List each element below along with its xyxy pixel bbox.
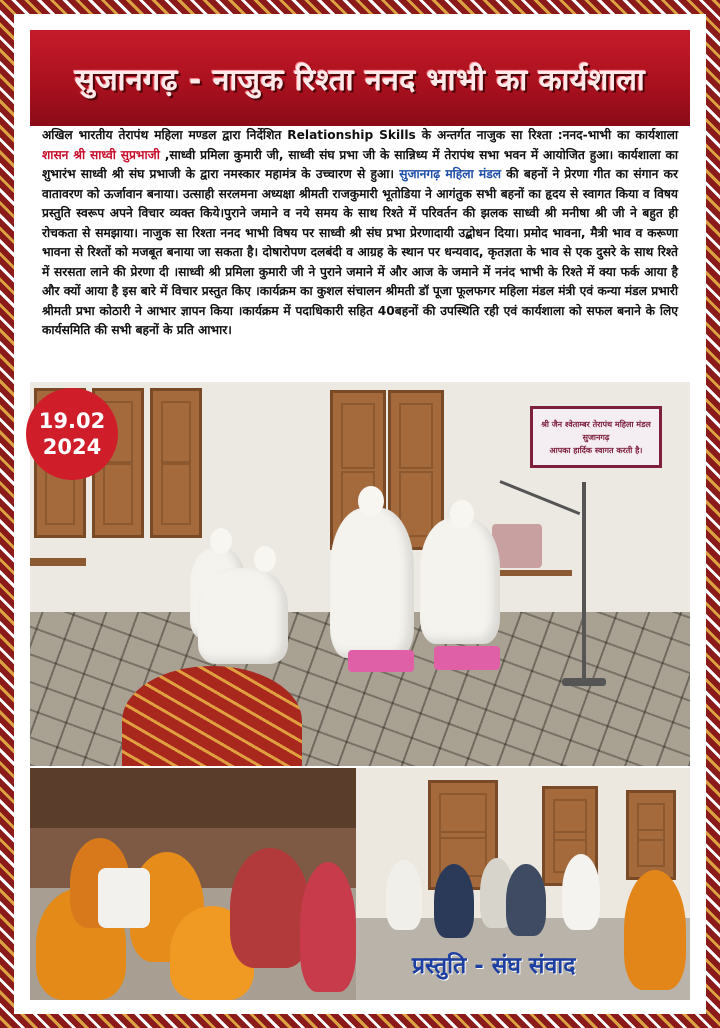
sadhvi-head <box>210 528 232 554</box>
audience-member <box>562 854 600 930</box>
audience-member <box>230 848 310 968</box>
article-text-3: की बहनों ने प्रेरणा गीत का संगान कर वातावरण को ऊर्जावान बनाया। उत्साही सरलमना अध्यक्षा श्रीमती राजकुमारी भूतोडिया ने आगंतुक सभी बहनों का हृदय से स्वागत किया व विषय प्रस्तुति स्वरूप अपने विचार व्यक्त किये।पुराने जमाने व नये समय के साथ रिश्ते में परिवर्तन की झलक साध्वी श्री मनीषा श्री जी ने बहुत ही रोचकता से समझाया। नाजुक सा रिश्ता ननद भाभी विषय पर साध्वी श्री संघ प्रभा प्रेरणादायी उद्बोधन दिया। प्रमोद भावना, मैत्री भाव व करूणा भावना से रिश्तों को मजबूत बनाया जा सकता है। दोषारोपण दलबंदी व आग्रह के स्थान पर धन्यवाद, कृतज्ञता के भाव से एक दुसरे के साथ रिश्ते में सरसता लाने की प्रेरणा दी ।साध्वी श्री प्रमिला कुमारी जी ने पुराने जमाने में और आज के जमाने में ननंद भाभी के रिश्ते में क्या फर्क आया है और क्यों आया है इस बारे में विचार प्रस्तुत किए ।कार्यक्रम का कुशल संचालन श्रीमती डॉ पूजा फूलफगर महिला मंडल मंत्री एवं कन्या मंडल प्रभारी श्रीमती प्रभा कोठारी ने आभार ज्ञापन किया ।कार्यक्रम में पदाधिकारी सहित 40बहनों की उपस्थिति रही एवं कार्यशाला को सफल बनाने के लिए कार्यसमिति की सभी बहनों के प्रति आभार। <box>42 167 678 337</box>
microphone-stand <box>582 482 586 682</box>
photo-back-wall <box>30 768 356 828</box>
photo-door <box>150 388 202 538</box>
pink-stool <box>348 650 414 672</box>
welcome-sign <box>530 406 662 468</box>
audience-member <box>434 864 474 938</box>
audience-member <box>506 864 546 936</box>
date-day-month: 19.02 <box>38 409 106 433</box>
sadhvi-head <box>358 486 384 516</box>
article-body <box>42 126 678 341</box>
article-text-1: अखिल भारतीय तेरापंथ महिला मण्डल द्वारा निर्देशित Relationship Skills के अन्तर्गत नाजुक सा रिश्ता :ननद-भाभी का कार्यशाला <box>42 128 678 142</box>
audience-member <box>300 862 356 992</box>
article-highlight-mandal: सुजानगढ़ महिला मंडल <box>399 167 501 181</box>
date-year: 2024 <box>42 435 102 459</box>
pink-stool <box>434 646 500 670</box>
article-highlight-sadhvi: शासन श्री साध्वी सुप्रभाजी <box>42 147 160 162</box>
title-banner <box>30 30 690 126</box>
sadhvi-head <box>450 500 474 528</box>
sadhvi-figure <box>198 568 288 664</box>
credit-text: प्रस्तुति - संघ संवाद <box>412 953 576 979</box>
sadhvi-figure <box>330 508 414 658</box>
microphone-base <box>562 678 606 686</box>
page-title: सुजानगढ़ - नाजुक रिश्ता ननद भाभी का कार्यशाला <box>74 62 646 98</box>
date-badge <box>26 388 118 480</box>
audience-member <box>624 870 686 990</box>
audience-member <box>386 860 422 930</box>
side-table <box>30 558 86 566</box>
sadhvi-head <box>254 546 276 572</box>
sadhvi-figure <box>420 518 500 644</box>
side-table <box>496 570 572 576</box>
article-text-2: ,साध्वी प्रमिला कुमारी जी, साध्वी संघ प्रभा जी के सान्निध्य में तेरापंथ सभा भवन में आयोजित हुआ। कार्यशाला का शुभारंभ साध्वी श्री संघ प्रभाजी के द्वारा नमस्कार महामंत्र के उच्चारण से हुआ। <box>42 147 678 181</box>
main-event-photo <box>30 382 690 766</box>
sign-line-2: सुजानगढ़ <box>582 432 610 442</box>
sign-line-1: श्री जैन श्वेताम्बर तेरापंथ महिला मंडल <box>541 419 651 429</box>
audience-member-back <box>122 666 302 766</box>
audience-photo-women <box>30 768 356 1000</box>
sign-line-3: आपका हार्दिक स्वागत करती है। <box>549 445 643 455</box>
photo-door <box>626 790 676 880</box>
plastic-chair <box>98 868 150 928</box>
